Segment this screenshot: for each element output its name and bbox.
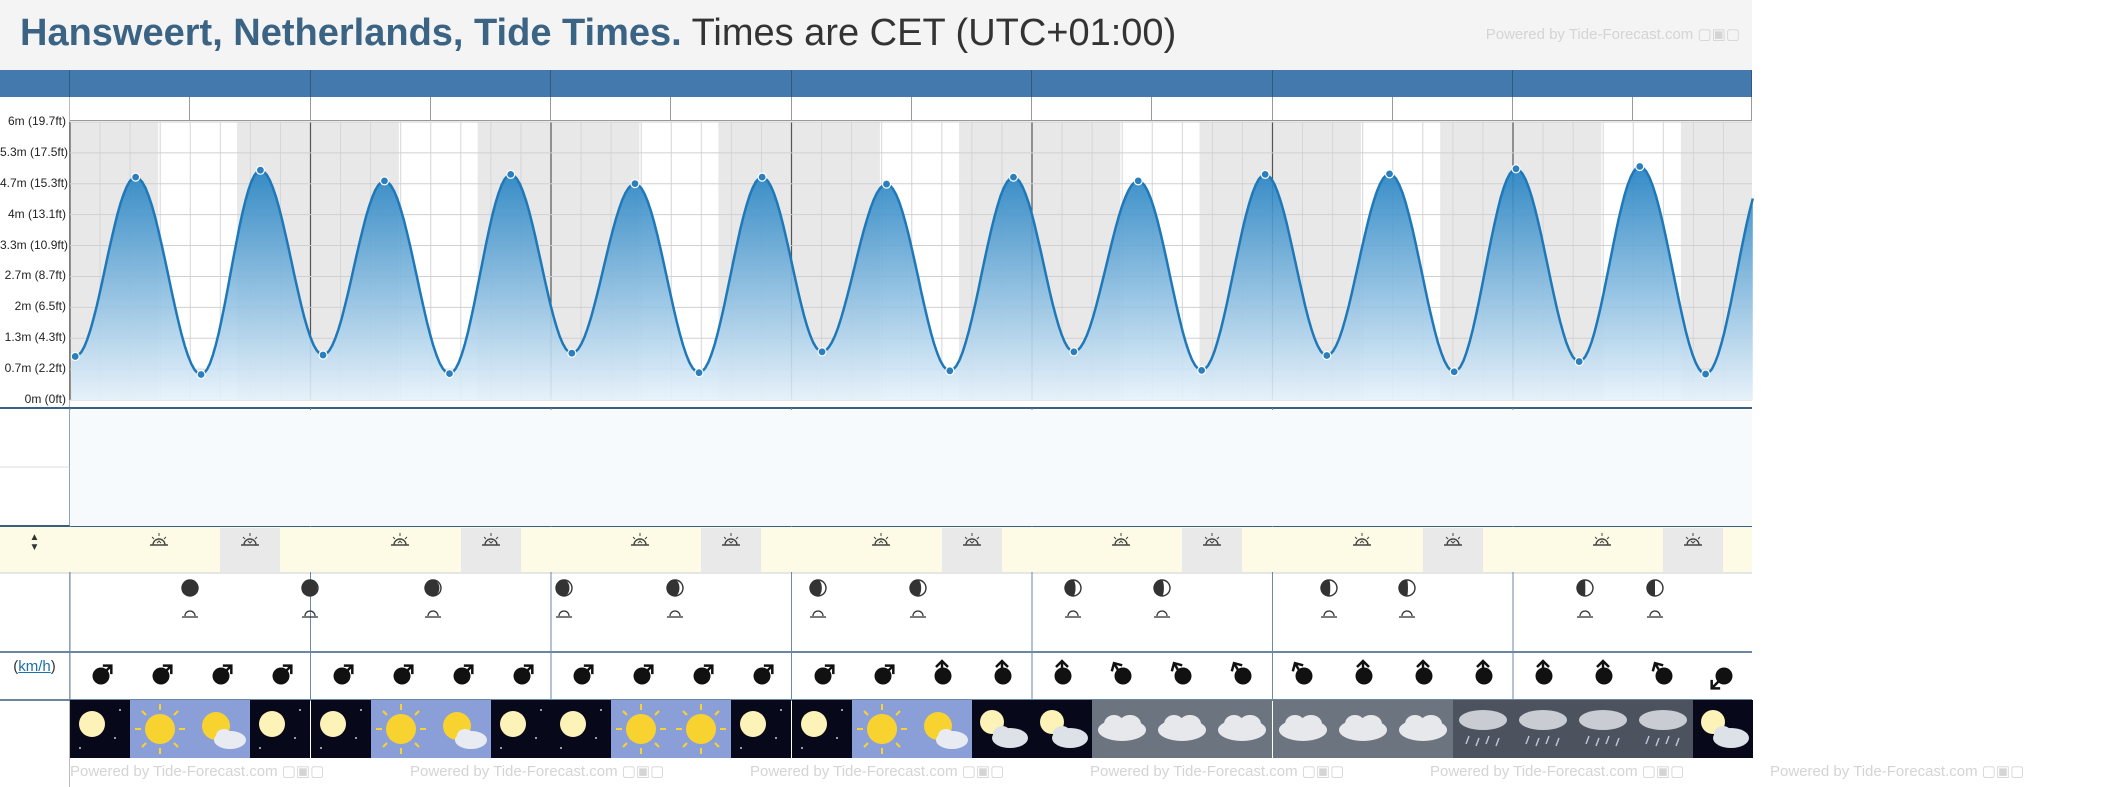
sun-cloud-icon <box>190 700 250 758</box>
wind-direction-icon <box>1347 661 1379 693</box>
wind-direction-icon <box>986 661 1018 693</box>
sunset-icon <box>1663 531 1723 552</box>
moon-cloud-icon <box>1032 700 1092 758</box>
wind-direction-icon <box>1527 661 1559 693</box>
location-title: Hansweert, Netherlands, Tide Times. <box>20 12 682 54</box>
wind-direction-icon <box>806 661 838 693</box>
sunset-icon <box>220 531 280 552</box>
rain-icon <box>1513 700 1573 758</box>
wind-direction-icon <box>745 661 777 693</box>
moon-icon <box>70 700 130 758</box>
y-tick-label: 2m (6.5ft) <box>14 299 66 314</box>
tide-extreme-point <box>256 166 264 174</box>
wind-direction-icon <box>1647 661 1679 693</box>
sunset-icon <box>461 531 521 552</box>
y-tick-label: 2.7m (8.7ft) <box>4 268 66 283</box>
wind-direction-icon <box>505 661 537 693</box>
wind-direction-icon <box>144 661 176 693</box>
moon-first-quarter-icon <box>160 578 220 601</box>
am-label <box>1513 97 1633 121</box>
moon-horizon-icon <box>160 607 220 622</box>
tide-extreme-point <box>1323 352 1331 360</box>
wind-direction-icon <box>385 661 417 693</box>
moon-cloud-icon <box>972 700 1032 758</box>
tide-extreme-point <box>507 170 515 178</box>
moon-waxing-gibbous-icon <box>1299 578 1359 601</box>
powered-by-watermark: Powered by Tide-Forecast.com ▢▣▢ <box>1485 26 1740 43</box>
moon-horizon-icon <box>1043 607 1103 622</box>
cloud-icon <box>1092 700 1152 758</box>
sun-icon <box>611 700 671 758</box>
rain-icon <box>1453 700 1513 758</box>
footer-watermark <box>70 762 2025 787</box>
pm-label <box>190 97 310 121</box>
wind-direction-icon <box>1166 661 1198 693</box>
sunset-cell <box>1182 531 1242 552</box>
tide-area <box>72 167 1753 401</box>
y-tick-label: 5.3m (17.5ft) <box>0 144 69 159</box>
sunrise-icon <box>1572 531 1632 552</box>
sunrise-cell <box>1332 531 1392 552</box>
cloud-icon <box>1273 700 1333 758</box>
moon-cell <box>280 578 340 622</box>
moon-horizon-icon <box>1299 607 1359 622</box>
am-label <box>551 97 671 121</box>
tide-extreme-point <box>1009 173 1017 181</box>
wind-row-label <box>0 658 69 676</box>
sunset-icon <box>942 531 1002 552</box>
am-label <box>792 97 912 121</box>
moon-horizon-icon <box>888 607 948 622</box>
sunrise-icon <box>851 531 911 552</box>
sun-icon <box>852 700 912 758</box>
tide-extreme-point <box>1636 162 1644 170</box>
wind-direction-icon <box>1707 661 1739 693</box>
daylight-band <box>639 122 718 400</box>
am-label <box>1273 97 1393 121</box>
tide-extreme-point <box>1702 370 1710 378</box>
wind-direction-icon <box>565 661 597 693</box>
sunset-icon <box>1182 531 1242 552</box>
tide-extreme-point <box>1386 170 1394 178</box>
moon-cell <box>1299 578 1359 622</box>
pm-label <box>1393 97 1513 121</box>
cloud-icon <box>1152 700 1212 758</box>
footer-powered-text: Powered by Tide-Forecast.com ▢▣▢ <box>1430 763 1685 780</box>
daylight-band <box>1361 122 1440 400</box>
sunset-cell <box>701 531 761 552</box>
moon-full-icon <box>1555 578 1615 601</box>
wind-direction-icon <box>926 661 958 693</box>
tide-extreme-point <box>1198 366 1206 374</box>
moon-first-quarter-icon <box>280 578 340 601</box>
wind-unit-link[interactable]: (km/h) <box>13 658 56 675</box>
sun-row-label <box>0 533 69 553</box>
moon-cell <box>1555 578 1615 622</box>
wind-direction-icon <box>1226 661 1258 693</box>
sunset-icon <box>701 531 761 552</box>
wind-direction-icon <box>325 661 357 693</box>
tide-extreme-point <box>1070 348 1078 356</box>
day-header <box>551 70 792 97</box>
page-title <box>20 12 1176 55</box>
pm-label <box>1152 97 1272 121</box>
daylight-band <box>1601 122 1680 400</box>
am-label <box>311 97 431 121</box>
wind-direction-icon <box>1287 661 1319 693</box>
sunrise-cell <box>610 531 670 552</box>
daylight-band <box>158 122 237 400</box>
daylight-band <box>399 122 478 400</box>
tide-extreme-point <box>818 348 826 356</box>
sunrise-icon <box>1332 531 1392 552</box>
pm-label <box>431 97 551 121</box>
sunrise-icon <box>370 531 430 552</box>
sun-cloud-icon <box>912 700 972 758</box>
sunrise-icon <box>129 531 189 552</box>
tide-extreme-point <box>1134 177 1142 185</box>
sunrise-cell <box>129 531 189 552</box>
am-label <box>1032 97 1152 121</box>
wind-direction-icon <box>204 661 236 693</box>
moon-icon <box>731 700 791 758</box>
moon-waxing-gibbous-icon <box>1132 578 1192 601</box>
wind-direction-icon <box>1587 661 1619 693</box>
moon-horizon-icon <box>1625 607 1685 622</box>
moon-waxing-gibbous-icon <box>1377 578 1437 601</box>
moon-cell <box>1377 578 1437 622</box>
rain-icon <box>1633 700 1693 758</box>
tide-extreme-point <box>882 180 890 188</box>
header-corner <box>0 70 70 97</box>
tide-extreme-point <box>1512 165 1520 173</box>
wind-direction-icon <box>866 661 898 693</box>
am-label <box>70 97 190 121</box>
moon-horizon-icon <box>645 607 705 622</box>
pm-label <box>1633 97 1752 121</box>
pm-label <box>671 97 791 121</box>
sunrise-icon <box>610 531 670 552</box>
sunrise-cell <box>1091 531 1151 552</box>
day-header <box>792 70 1033 97</box>
cloud-icon <box>1212 700 1272 758</box>
wind-direction-icon <box>1046 661 1078 693</box>
tide-extreme-point <box>319 351 327 359</box>
tide-extreme-point <box>568 349 576 357</box>
y-tick-label: 3.3m (10.9ft) <box>0 237 69 252</box>
moon-waxing-gibbous-icon <box>534 578 594 601</box>
tide-extreme-point <box>132 173 140 181</box>
moon-cell <box>788 578 848 622</box>
y-tick-label: 1.3m (4.3ft) <box>4 330 66 345</box>
footer-powered-text: Powered by Tide-Forecast.com ▢▣▢ <box>70 763 325 780</box>
wind-direction-icon <box>625 661 657 693</box>
sunset-cell <box>1663 531 1723 552</box>
footer-powered-text: Powered by Tide-Forecast.com ▢▣▢ <box>1090 763 1345 780</box>
moon-horizon-icon <box>788 607 848 622</box>
moon-icon <box>311 700 371 758</box>
cloud-icon <box>1393 700 1453 758</box>
tide-extreme-point <box>445 370 453 378</box>
wind-direction-icon <box>1407 661 1439 693</box>
tide-extreme-point <box>1450 368 1458 376</box>
sunset-cell <box>1423 531 1483 552</box>
sunrise-cell <box>851 531 911 552</box>
moon-cell <box>403 578 463 622</box>
page-header <box>0 0 1752 71</box>
tide-extreme-point <box>631 180 639 188</box>
sun-icon <box>671 700 731 758</box>
tide-extreme-point <box>71 352 79 360</box>
tide-extreme-point <box>758 173 766 181</box>
sun-up-icon: ▲ <box>29 532 40 543</box>
footer-powered-text: Powered by Tide-Forecast.com ▢▣▢ <box>410 763 665 780</box>
moon-waxing-gibbous-icon <box>1043 578 1103 601</box>
moon-waxing-gibbous-icon <box>645 578 705 601</box>
day-header <box>1513 70 1752 97</box>
moon-cell <box>160 578 220 622</box>
tide-extreme-point <box>380 177 388 185</box>
cloud-icon <box>1333 700 1393 758</box>
day-header <box>311 70 552 97</box>
moon-horizon-icon <box>403 607 463 622</box>
moon-cell <box>1132 578 1192 622</box>
moon-cloud-icon <box>1693 700 1752 758</box>
y-tick-label: 0.7m (2.2ft) <box>4 361 66 376</box>
tide-extreme-point <box>1575 358 1583 366</box>
tide-extreme-point <box>695 369 703 377</box>
moon-waxing-gibbous-icon <box>788 578 848 601</box>
moon-horizon-icon <box>534 607 594 622</box>
sunrise-cell <box>1572 531 1632 552</box>
wind-direction-icon <box>264 661 296 693</box>
night-band <box>70 122 1752 400</box>
wind-direction-icon <box>1106 661 1138 693</box>
moon-icon <box>250 700 310 758</box>
moon-icon <box>491 700 551 758</box>
rain-icon <box>1573 700 1633 758</box>
day-header <box>70 70 311 97</box>
moon-horizon-icon <box>1132 607 1192 622</box>
sunset-cell <box>942 531 1002 552</box>
footer-powered-text: Powered by Tide-Forecast.com ▢▣▢ <box>750 763 1005 780</box>
sun-icon <box>371 700 431 758</box>
footer-powered-text: Powered by Tide-Forecast.com ▢▣▢ <box>1770 763 2025 780</box>
day-header <box>1032 70 1273 97</box>
moon-first-quarter-icon <box>403 578 463 601</box>
wind-direction-icon <box>445 661 477 693</box>
moon-cell <box>888 578 948 622</box>
moon-horizon-icon <box>1377 607 1437 622</box>
sun-down-icon: ▼ <box>29 542 40 553</box>
moon-horizon-icon <box>280 607 340 622</box>
moon-horizon-icon <box>1555 607 1615 622</box>
moon-icon <box>792 700 852 758</box>
moon-icon <box>551 700 611 758</box>
tide-extreme-point <box>1261 170 1269 178</box>
daylight-band <box>880 122 959 400</box>
moon-cell <box>1043 578 1103 622</box>
moon-cell <box>534 578 594 622</box>
y-tick-label: 4.7m (15.3ft) <box>0 175 69 190</box>
daylight-band <box>1120 122 1199 400</box>
moon-cell <box>645 578 705 622</box>
sun-icon <box>130 700 190 758</box>
moon-cell <box>1625 578 1685 622</box>
sun-cloud-icon <box>431 700 491 758</box>
timezone-note: Times are CET (UTC+01:00) <box>691 12 1177 54</box>
moon-waxing-gibbous-icon <box>888 578 948 601</box>
powered-by-text: Powered by Tide-Forecast.com <box>1485 26 1694 43</box>
y-tick-label: 0m (0ft) <box>24 392 66 406</box>
sunset-cell <box>461 531 521 552</box>
y-tick-label: 4m (13.1ft) <box>7 206 66 221</box>
wind-direction-icon <box>1467 661 1499 693</box>
pm-label <box>912 97 1032 121</box>
y-tick-label: 6m (19.7ft) <box>7 113 66 128</box>
day-header <box>1273 70 1514 97</box>
tide-extreme-point <box>197 371 205 379</box>
wind-direction-icon <box>685 661 717 693</box>
sunset-cell <box>220 531 280 552</box>
tide-line <box>72 167 1753 375</box>
tide-table-bg <box>70 410 1752 526</box>
moon-full-icon <box>1625 578 1685 601</box>
wind-unit[interactable]: km/h <box>18 658 51 675</box>
sunset-icon <box>1423 531 1483 552</box>
wind-direction-icon <box>84 661 116 693</box>
sunrise-cell <box>370 531 430 552</box>
sunrise-icon <box>1091 531 1151 552</box>
tide-extreme-point <box>946 367 954 375</box>
